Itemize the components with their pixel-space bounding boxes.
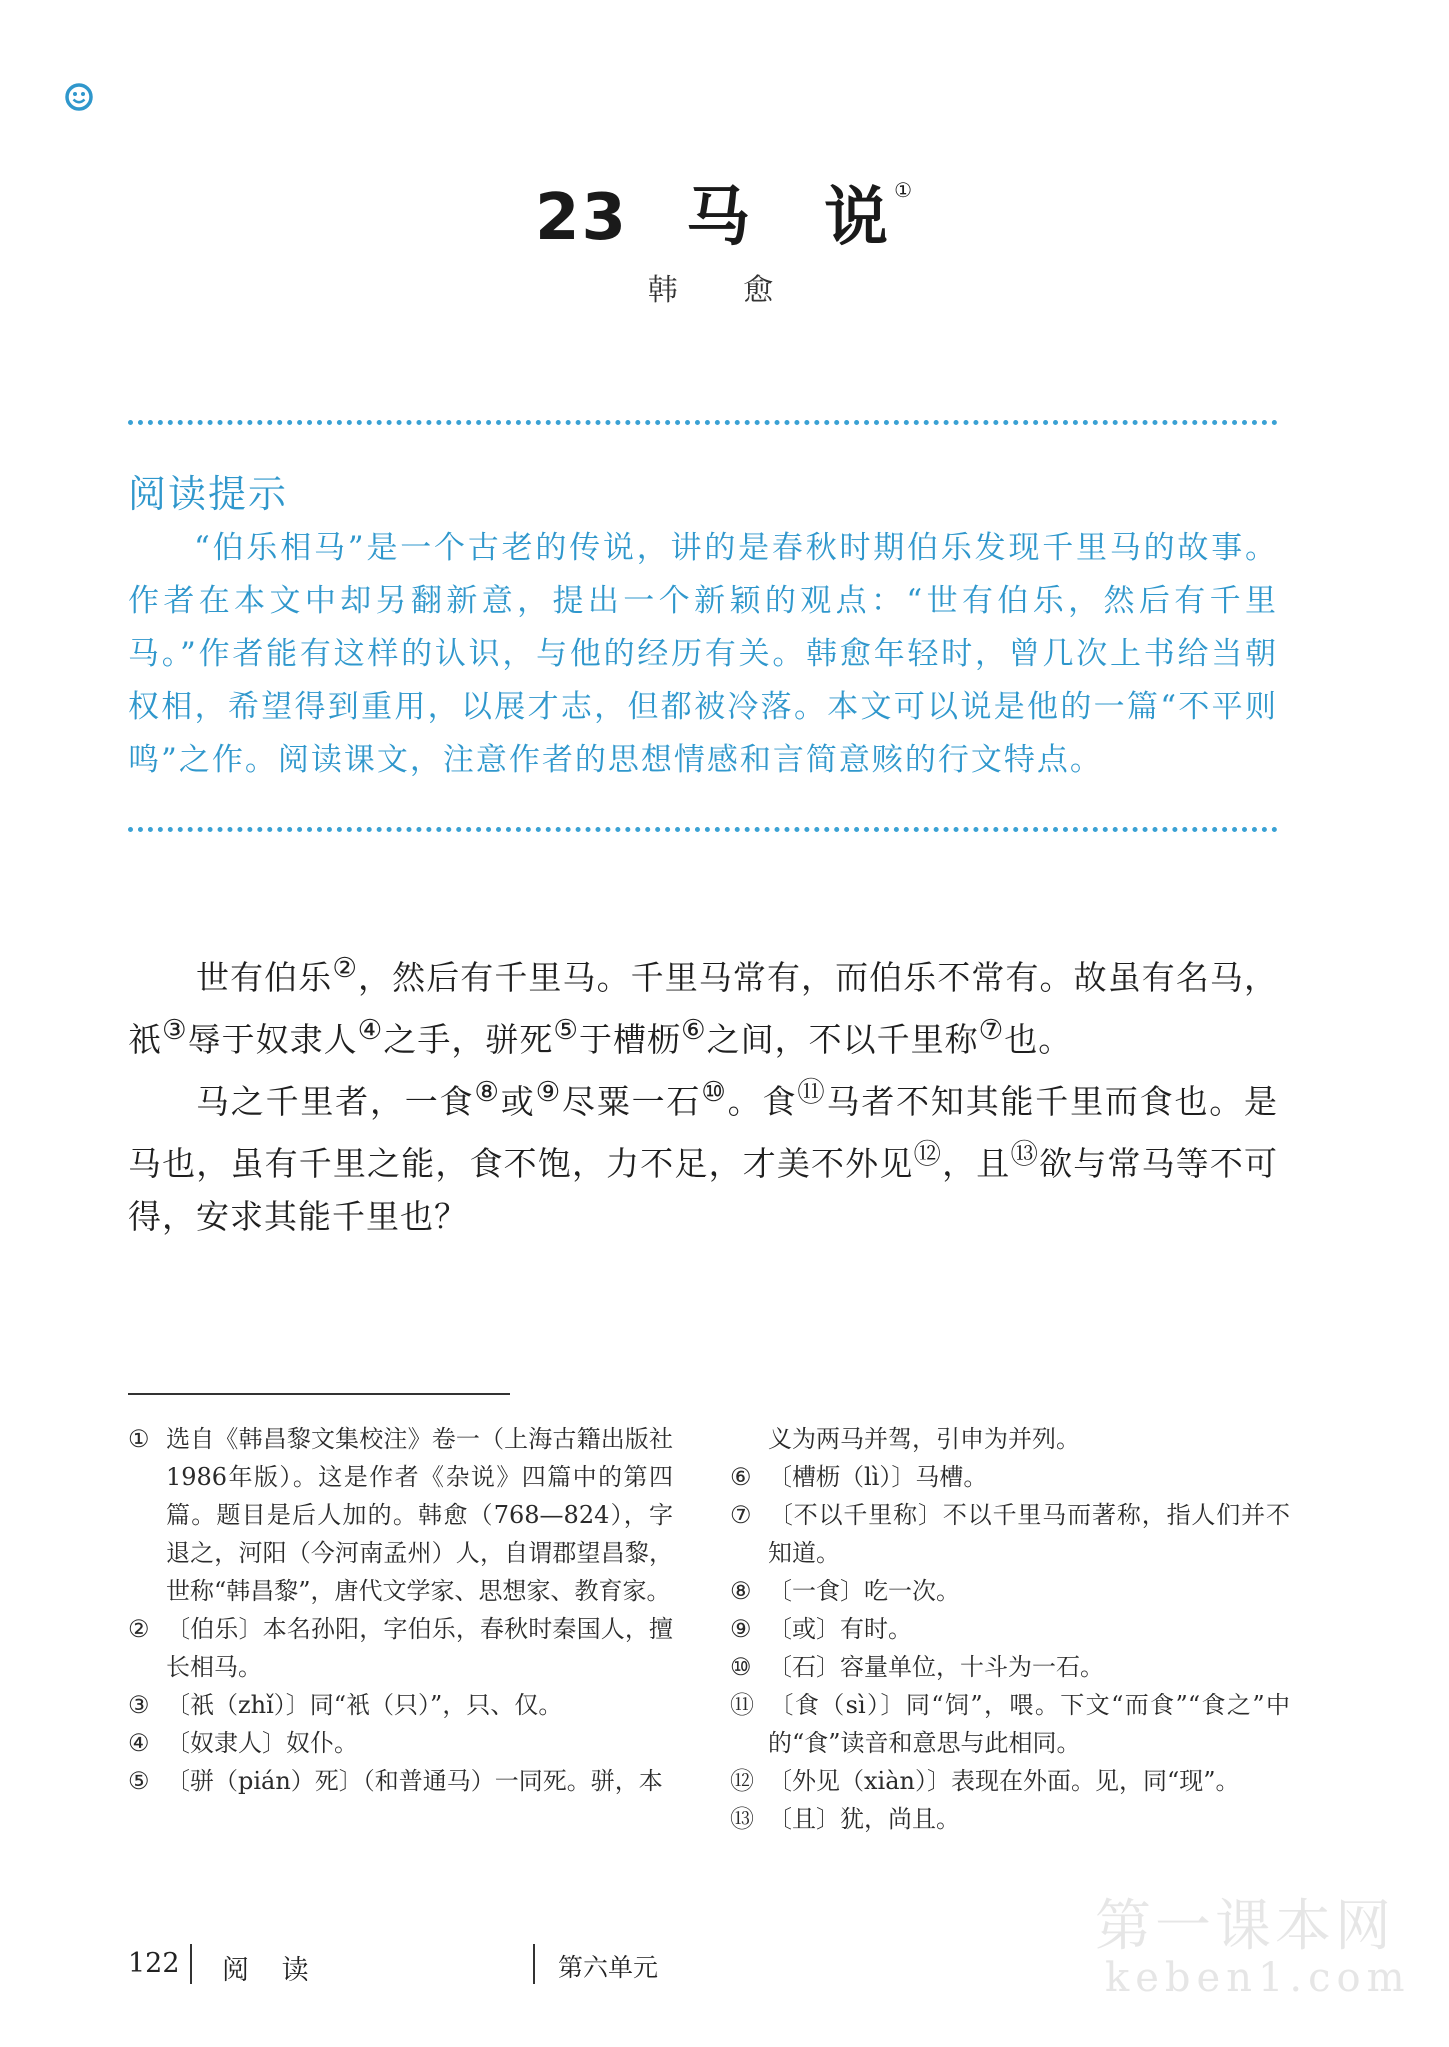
footnote-item	[128, 1762, 673, 1800]
footnote-continuation: 义为两马并驾，引申为并列。	[768, 1425, 1080, 1453]
reading-tips-body	[128, 522, 1278, 787]
footnote-number: ⑤	[128, 1767, 150, 1795]
footnote-number: ④	[128, 1729, 150, 1757]
footnotes-left-column	[128, 1420, 673, 1800]
watermark-line-2: keben1.com	[1105, 1955, 1411, 2001]
footnote-marker: ⑧	[474, 1076, 501, 1108]
footnote-item	[730, 1458, 1290, 1496]
title-char-2: 说	[824, 180, 891, 255]
footnote-number: ③	[128, 1691, 150, 1719]
footnote-text: 选自《韩昌黎文集校注》卷一（上海古籍出版社1986年版）。这是作者《杂说》四篇中的第四篇。题目是后人加的。韩愈（768—824），字退之，河阳（今河南孟州）人，自谓郡望昌黎，世称“韩昌黎”，唐代文学家、思想家、教育家。	[166, 1425, 673, 1605]
smiley-icon	[64, 82, 94, 112]
author-name: 韩 愈	[647, 273, 802, 308]
main-text	[128, 942, 1278, 1243]
footnote-text: 〔奴隶人〕奴仆。	[166, 1729, 358, 1757]
footnote-number: ⑫	[730, 1767, 754, 1795]
footnote-number: ⑪	[730, 1691, 754, 1719]
footnote-item	[128, 1686, 673, 1724]
footer-divider	[533, 1944, 535, 1984]
footer-section-label: 阅 读	[222, 1955, 321, 1986]
text-run: 。食	[727, 1082, 798, 1121]
footnote-marker: ⑥	[680, 1014, 707, 1046]
footnote-item	[730, 1762, 1290, 1800]
dotted-divider-top	[128, 420, 1278, 425]
text-run: 马者不知其能千里而食也。是马也，虽有千里之能，食不饱，力不足，才美不外见	[128, 1082, 1279, 1183]
footnote-text: 〔祇（zhǐ）〕同“衹（只）”，只、仅。	[166, 1691, 563, 1719]
text-run: ，且	[942, 1144, 1011, 1183]
footnote-item	[730, 1686, 1290, 1762]
footnote-item	[128, 1420, 673, 1610]
dotted-divider-bottom	[128, 827, 1278, 832]
text-run: 尽粟一石	[562, 1082, 702, 1121]
footnote-marker: ⑫	[913, 1138, 943, 1170]
text-run: 之间，不以千里称	[706, 1020, 979, 1059]
footnote-item	[730, 1648, 1290, 1686]
footnote-text: 〔石〕容量单位，十斗为一石。	[768, 1653, 1104, 1681]
footnote-number: ⑨	[730, 1615, 752, 1643]
footnote-text: 〔槽枥（lì）〕马槽。	[768, 1463, 988, 1491]
footnote-marker: ③	[162, 1014, 188, 1046]
footnote-text: 〔不以千里称〕不以千里马而著称，指人们并不知道。	[768, 1501, 1290, 1567]
footnote-item	[128, 1610, 673, 1686]
footnote-text: 〔且〕犹，尚且。	[768, 1805, 960, 1833]
footnote-number: ⑦	[730, 1501, 752, 1529]
footnote-text: 〔伯乐〕本名孙阳，字伯乐，春秋时秦国人，擅长相马。	[166, 1615, 673, 1681]
footer-divider	[190, 1944, 192, 1984]
footnote-number: ①	[128, 1425, 150, 1453]
footnote-item	[128, 1724, 673, 1762]
footnote-number: ⑬	[730, 1805, 754, 1833]
text-run: 于槽枥	[578, 1020, 681, 1059]
footnote-number: ⑩	[730, 1653, 752, 1681]
footnote-text: 〔食（sì）〕同“饲”，喂。下文“而食”“食之”中的“食”读音和意思与此相同。	[768, 1691, 1290, 1757]
footnote-marker: ⑩	[701, 1076, 728, 1108]
footnote-text: 〔或〕有时。	[768, 1615, 912, 1643]
page-title	[0, 150, 1449, 258]
footnote-marker: ⑬	[1010, 1138, 1040, 1170]
footnote-marker: ⑦	[978, 1014, 1005, 1046]
footnote-item	[730, 1496, 1290, 1572]
footnote-number: ⑧	[730, 1577, 752, 1605]
footnote-item	[730, 1800, 1290, 1838]
main-paragraph-1	[128, 942, 1278, 1066]
lesson-number: 23	[535, 181, 629, 255]
footnote-text: 〔骈（pián）死〕（和普通马）一同死。骈，本	[166, 1767, 663, 1795]
footnotes-right-column	[730, 1420, 1290, 1838]
footnote-marker: ②	[332, 952, 359, 984]
footnote-marker: ⑤	[553, 1014, 579, 1046]
footnote-rule	[128, 1393, 510, 1395]
title-footnote-marker: ①	[894, 178, 914, 202]
main-paragraph-2	[128, 1066, 1278, 1243]
footnote-marker: ⑨	[535, 1076, 563, 1108]
footnote-text: 〔一食〕吃一次。	[768, 1577, 960, 1605]
title-char-1: 马	[686, 180, 753, 255]
page-number: 122	[128, 1948, 180, 1979]
footnote-text: 〔外见（xiàn）〕表现在外面。见，同“现”。	[768, 1767, 1240, 1795]
text-run: 马之千里者，一食	[196, 1082, 475, 1121]
reading-tips-heading: 阅读提示	[128, 472, 289, 516]
text-run: 也。	[1004, 1020, 1073, 1059]
footnote-item	[730, 1610, 1290, 1648]
text-run: 之手，骈死	[383, 1020, 554, 1059]
text-run: 辱于奴隶人	[187, 1020, 358, 1059]
footnote-marker: ④	[357, 1014, 384, 1046]
footnote-marker: ⑪	[797, 1076, 827, 1108]
watermark-line-1: 第一课本网	[1095, 1894, 1395, 1959]
text-run: 或	[500, 1082, 536, 1121]
reading-tips-paragraph: “伯乐相马”是一个古老的传说，讲的是春秋时期伯乐发现千里马的故事。作者在本文中却另翻新意，提出一个新颖的观点：“世有伯乐，然后有千里马。”作者能有这样的认识，与他的经历有关。韩愈年轻时，曾几次上书给当朝权相，希望得到重用，以展才志，但都被冷落。本文可以说是他的一篇“不平则鸣”之作。阅读课文，注意作者的思想情感和言简意赅的行文特点。	[128, 530, 1278, 778]
text-run: 欲与常马等不可得，安求其能千里也？	[128, 1144, 1279, 1236]
text-run: ，然后有千里马。千里马常有，而伯乐不常有。故虽有名马，祇	[128, 958, 1279, 1059]
footnote-item	[730, 1572, 1290, 1610]
text-run: 世有伯乐	[196, 958, 333, 997]
footnote-number: ②	[128, 1615, 150, 1643]
footer-unit-label: 第六单元	[558, 1953, 659, 1982]
footnote-number: ⑥	[730, 1463, 752, 1491]
